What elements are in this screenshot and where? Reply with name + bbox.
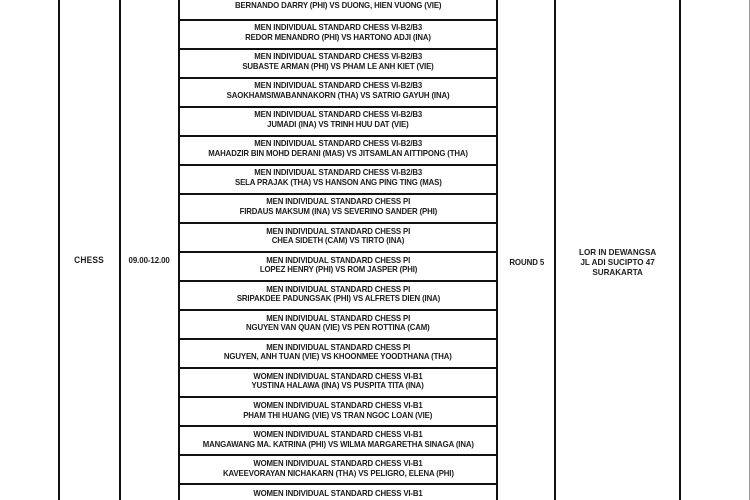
match-cell — [180, 340, 497, 369]
match-players-label: LOPEZ HENRY (PHI) VS ROM JASPER (PHI) — [259, 264, 417, 275]
match-cell — [180, 108, 497, 137]
match-cell — [180, 253, 497, 282]
match-cell — [180, 485, 497, 500]
venue-line-2: JL ADI SUCIPTO 47 — [580, 257, 655, 267]
match-players-label: BERNANDO DARRY (PHI) VS DUONG, HIEN VUONG (VIE) — [234, 0, 442, 10]
match-players-label: CHEA SIDETH (CAM) VS TIRTO (INA) — [271, 235, 405, 246]
match-event-label: MEN INDIVIDUAL STANDARD CHESS PI — [266, 312, 410, 323]
match-cell — [180, 456, 497, 485]
match-event-label: MEN INDIVIDUAL STANDARD CHESS PI — [266, 341, 410, 352]
match-players-label: KAVEEVORAYAN NICHAKARN (THA) VS PELIGRO, ELENA (PHI) — [222, 467, 454, 478]
match-event-label: WOMEN INDIVIDUAL STANDARD CHESS VI-B1 — [253, 487, 423, 498]
time-cell — [119, 0, 178, 500]
blank-right-column — [679, 0, 749, 500]
sport-cell — [58, 0, 119, 500]
match-players-label: SRIPAKDEE PADUNGSAK (PHI) VS ALFRETS DIEN (INA) — [236, 293, 440, 304]
match-event-label: WOMEN INDIVIDUAL STANDARD CHESS VI-B1 — [253, 399, 423, 410]
match-cell — [180, 398, 497, 427]
match-cell — [180, 311, 497, 340]
match-event-label: MEN INDIVIDUAL STANDARD CHESS PI — [266, 196, 410, 207]
match-cell — [180, 195, 497, 224]
round-label: ROUND 5 — [508, 257, 544, 267]
match-players-label: REDOR MENANDRO (PHI) VS HARTONO ADJI (INA) — [245, 31, 431, 42]
match-event-label: WOMEN INDIVIDUAL STANDARD CHESS VI-B1 — [253, 370, 423, 381]
sport-label: CHESS — [74, 255, 105, 265]
match-players-label: MAHADZIR BIN MOHD DERANI (MAS) VS JITSAMLAN AITTIPONG (THA) — [208, 148, 468, 159]
match-event-label: WOMEN INDIVIDUAL STANDARD CHESS VI-B1 — [253, 428, 423, 439]
match-players-label: FIRDAUS MAKSUM (INA) VS SEVERINO SANDER (PHI) — [239, 206, 437, 217]
match-event-label: WOMEN INDIVIDUAL STANDARD CHESS VI-B1 — [253, 457, 423, 468]
match-players-label: YUSTINA HALAWA (INA) VS PUSPITA TITA (INA) — [251, 380, 425, 391]
match-event-label: MEN INDIVIDUAL STANDARD CHESS PI — [266, 254, 410, 265]
match-cell — [180, 137, 497, 166]
match-cell — [180, 427, 497, 456]
match-event-label: MEN INDIVIDUAL STANDARD CHESS VI-B2/B3 — [254, 51, 422, 62]
match-cell — [180, 0, 497, 21]
match-players-label: NGUYEN VAN QUAN (VIE) VS PEN ROTTINA (CAM) — [246, 322, 430, 333]
venue-cell — [554, 0, 679, 500]
match-event-label: MEN INDIVIDUAL STANDARD CHESS VI-B2/B3 — [254, 138, 422, 149]
match-players-label: MANGAWANG MA. KATRINA (PHI) VS WILMA MARGARETHA SINAGA (INA) — [202, 438, 474, 449]
match-list — [178, 0, 497, 500]
match-event-label: MEN INDIVIDUAL STANDARD CHESS VI-B2/B3 — [254, 167, 422, 178]
match-players-label: SELA PRAJAK (THA) VS HANSON ANG PING TING (MAS) — [234, 177, 442, 188]
time-label: 09.00-12.00 — [128, 255, 170, 265]
match-cell — [180, 282, 497, 311]
match-cell — [180, 50, 497, 79]
match-players-label: PHAM THI HUANG (VIE) VS TRAN NGOC LOAN (VIE) — [243, 409, 433, 420]
match-players-label: SUBASTE ARMAN (PHI) VS PHAM LE ANH KIET (VIE) — [242, 60, 434, 71]
match-event-label: MEN INDIVIDUAL STANDARD CHESS VI-B2/B3 — [254, 80, 422, 91]
match-cell — [180, 79, 497, 108]
match-cell — [180, 224, 497, 253]
venue-address — [577, 247, 658, 277]
match-cell — [180, 369, 497, 398]
match-players-label: JUMADI (INA) VS TRINH HUU DAT (VIE) — [267, 119, 409, 130]
blank-left-column — [0, 0, 58, 500]
round-cell — [496, 0, 554, 500]
match-event-label: MEN INDIVIDUAL STANDARD CHESS PI — [266, 283, 410, 294]
match-cell — [180, 166, 497, 195]
venue-line-3: SURAKARTA — [592, 267, 643, 277]
match-players-label: SAOKHAMSIWABANNAKORN (THA) VS SATRIO GAYUH (INA) — [226, 89, 450, 100]
match-cell — [180, 21, 497, 50]
match-event-label: MEN INDIVIDUAL STANDARD CHESS PI — [266, 225, 410, 236]
venue-line-1: LOR IN DEWANGSA — [579, 247, 657, 257]
match-event-label: MEN INDIVIDUAL STANDARD CHESS VI-B2/B3 — [254, 22, 422, 33]
match-event-label: MEN INDIVIDUAL STANDARD CHESS VI-B2/B3 — [254, 109, 422, 120]
match-players-label: NGUYEN, ANH TUAN (VIE) VS KHOONMEE YOODTHANA (THA) — [224, 351, 452, 362]
